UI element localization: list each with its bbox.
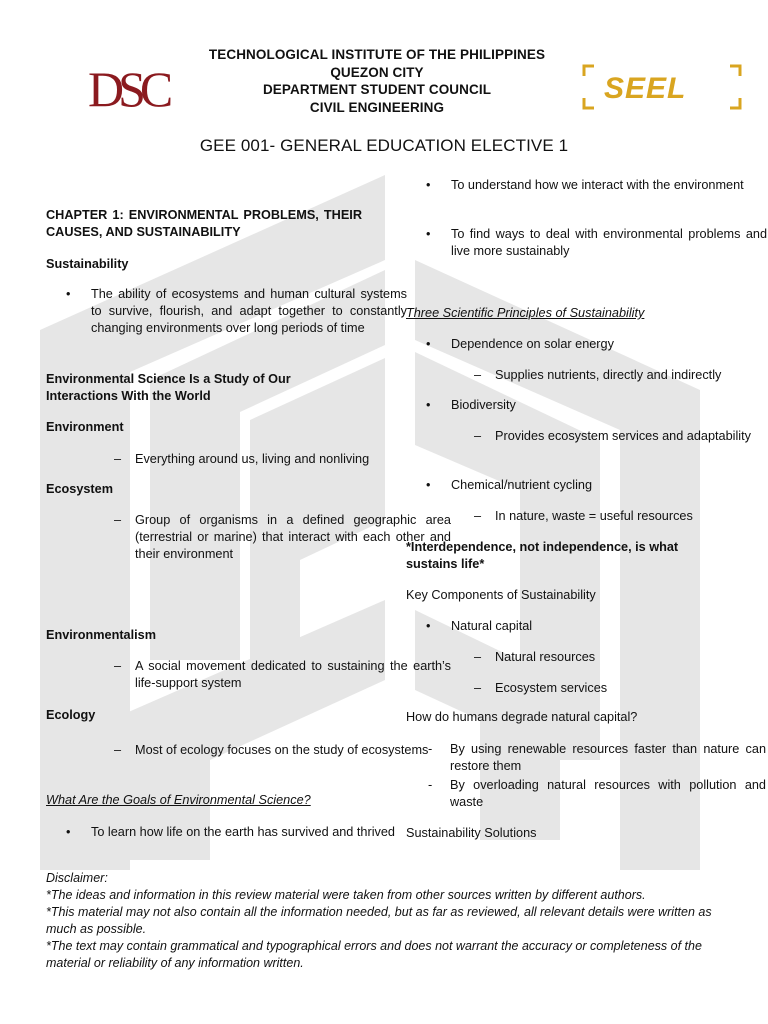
dash-mark: – bbox=[474, 509, 482, 523]
dsc-logo-text: DSC bbox=[88, 61, 168, 114]
natural-capital-bullet bbox=[406, 618, 767, 635]
bullet-mark: • bbox=[426, 227, 431, 241]
ecology-item bbox=[46, 740, 451, 760]
dash-mark: – bbox=[474, 650, 482, 664]
goal-3-text: To find ways to deal with environmental problems and live more sustainably bbox=[451, 227, 767, 258]
dash-mark: – bbox=[474, 681, 482, 695]
bullet-mark: • bbox=[426, 398, 431, 412]
goal-3-bullet bbox=[406, 226, 767, 260]
ecosystem-services-text: Ecosystem services bbox=[495, 681, 608, 695]
course-title: GEE 001- GENERAL EDUCATION ELECTIVE 1 bbox=[199, 136, 569, 155]
dash-mark: – bbox=[474, 429, 482, 443]
principle-1-text: Dependence on solar energy bbox=[451, 337, 614, 351]
environment-heading: Environment bbox=[46, 420, 124, 434]
environmentalism-item bbox=[46, 658, 451, 692]
degrade-item-2-text: By overloading natural resources with pollution and waste bbox=[450, 778, 766, 809]
principle-1-sub-text: Supplies nutrients, directly and indirectly bbox=[495, 368, 722, 382]
header-line-3: DEPARTMENT STUDENT COUNCIL bbox=[262, 82, 492, 97]
ecosystem-definition: Group of organisms in a defined geographic area (terrestrial or marine) that interact with each other and their environment bbox=[135, 513, 451, 561]
sustainability-heading: Sustainability bbox=[46, 257, 129, 271]
goal-1-bullet bbox=[46, 824, 407, 841]
header-line-2: QUEZON CITY bbox=[330, 64, 424, 80]
key-components-heading: Key Components of Sustainability bbox=[406, 588, 596, 602]
goals-heading: What Are the Goals of Environmental Science? bbox=[46, 793, 311, 807]
degrade-question: How do humans degrade natural capital? bbox=[406, 710, 638, 724]
degrade-item-1 bbox=[406, 741, 766, 775]
ecology-heading: Ecology bbox=[46, 708, 96, 722]
principle-1-bullet bbox=[406, 336, 767, 353]
principle-1-sub bbox=[406, 367, 768, 384]
natural-capital-sub-1 bbox=[406, 649, 768, 666]
disclaimer-line-1: *The ideas and information in this review material were taken from other sources written by different authors. bbox=[46, 888, 646, 903]
environmentalism-heading: Environmentalism bbox=[46, 628, 156, 642]
environmentalism-definition: A social movement dedicated to sustaining the earth’s life-support system bbox=[135, 659, 451, 690]
bullet-mark: • bbox=[426, 337, 431, 351]
dash-mark: – bbox=[114, 452, 122, 466]
principle-2-sub-text: Provides ecosystem services and adaptability bbox=[495, 429, 751, 443]
goal-2-text: To understand how we interact with the environment bbox=[451, 178, 744, 192]
ecology-definition: Most of ecology focuses on the study of ecosystems bbox=[135, 743, 429, 757]
disclaimer-line-2: *This material may not also contain all the information needed, but as far as reviewed, all relevant details were written as much as possible. bbox=[46, 905, 712, 937]
env-science-heading: Environmental Science Is a Study of Our Interactions With the World bbox=[46, 372, 291, 403]
principle-2-text: Biodiversity bbox=[451, 398, 516, 412]
principle-2-sub bbox=[406, 428, 768, 445]
principle-3-sub-text: In nature, waste = useful resources bbox=[495, 509, 693, 523]
header-line-1: TECHNOLOGICAL INSTITUTE OF THE PHILIPPINES bbox=[208, 47, 546, 62]
goal-2-bullet bbox=[406, 177, 767, 194]
ecosystem-heading: Ecosystem bbox=[46, 482, 113, 496]
environment-item bbox=[46, 451, 451, 468]
bullet-mark: • bbox=[426, 619, 431, 633]
principle-2-bullet bbox=[406, 397, 767, 414]
sustainability-bullet bbox=[46, 286, 407, 337]
sustainability-solutions: Sustainability Solutions bbox=[406, 826, 537, 840]
environment-definition: Everything around us, living and nonliving bbox=[135, 452, 370, 466]
hyphen-mark: - bbox=[428, 742, 433, 756]
dash-mark: – bbox=[114, 743, 122, 757]
sustainability-definition: The ability of ecosystems and human cultural systems to survive, flourish, and adapt together to constantly changing environments over long periods of time bbox=[91, 287, 407, 335]
principle-3-sub bbox=[406, 508, 768, 525]
disclaimer bbox=[46, 870, 726, 973]
disclaimer-title: Disclaimer: bbox=[46, 871, 108, 885]
hyphen-mark: - bbox=[428, 778, 433, 792]
dash-mark: – bbox=[474, 368, 482, 382]
disclaimer-line-3: *The text may contain grammatical and typographical errors and does not warrant the accuracy or completeness of the material or reliability of any information written. bbox=[46, 939, 702, 971]
bullet-mark: • bbox=[66, 825, 71, 839]
interdependence-note: *Interdependence, not independence, is what sustains life* bbox=[406, 540, 679, 571]
ecosystem-item bbox=[46, 512, 451, 563]
degrade-item-1-text: By using renewable resources faster than nature can restore them bbox=[450, 742, 766, 773]
header-line-4: CIVIL ENGINEERING bbox=[309, 99, 445, 115]
principle-3-text: Chemical/nutrient cycling bbox=[451, 478, 593, 492]
natural-capital-text: Natural capital bbox=[451, 619, 533, 633]
dash-mark: – bbox=[114, 513, 122, 527]
dash-mark: – bbox=[114, 659, 122, 673]
natural-resources-text: Natural resources bbox=[495, 650, 596, 664]
seel-logo-text: SEEL bbox=[604, 72, 687, 105]
principles-heading: Three Scientific Principles of Sustainability bbox=[406, 306, 645, 320]
natural-capital-sub-2 bbox=[406, 680, 768, 697]
degrade-item-2 bbox=[406, 777, 766, 811]
principle-3-bullet bbox=[406, 477, 767, 494]
bullet-mark: • bbox=[426, 478, 431, 492]
bullet-mark: • bbox=[426, 178, 431, 192]
chapter-heading: CHAPTER 1: ENVIRONMENTAL PROBLEMS, THEIR CAUSES, AND SUSTAINABILITY bbox=[46, 208, 362, 239]
goal-1-text: To learn how life on the earth has survived and thrived bbox=[91, 825, 395, 839]
bullet-mark: • bbox=[66, 287, 71, 301]
